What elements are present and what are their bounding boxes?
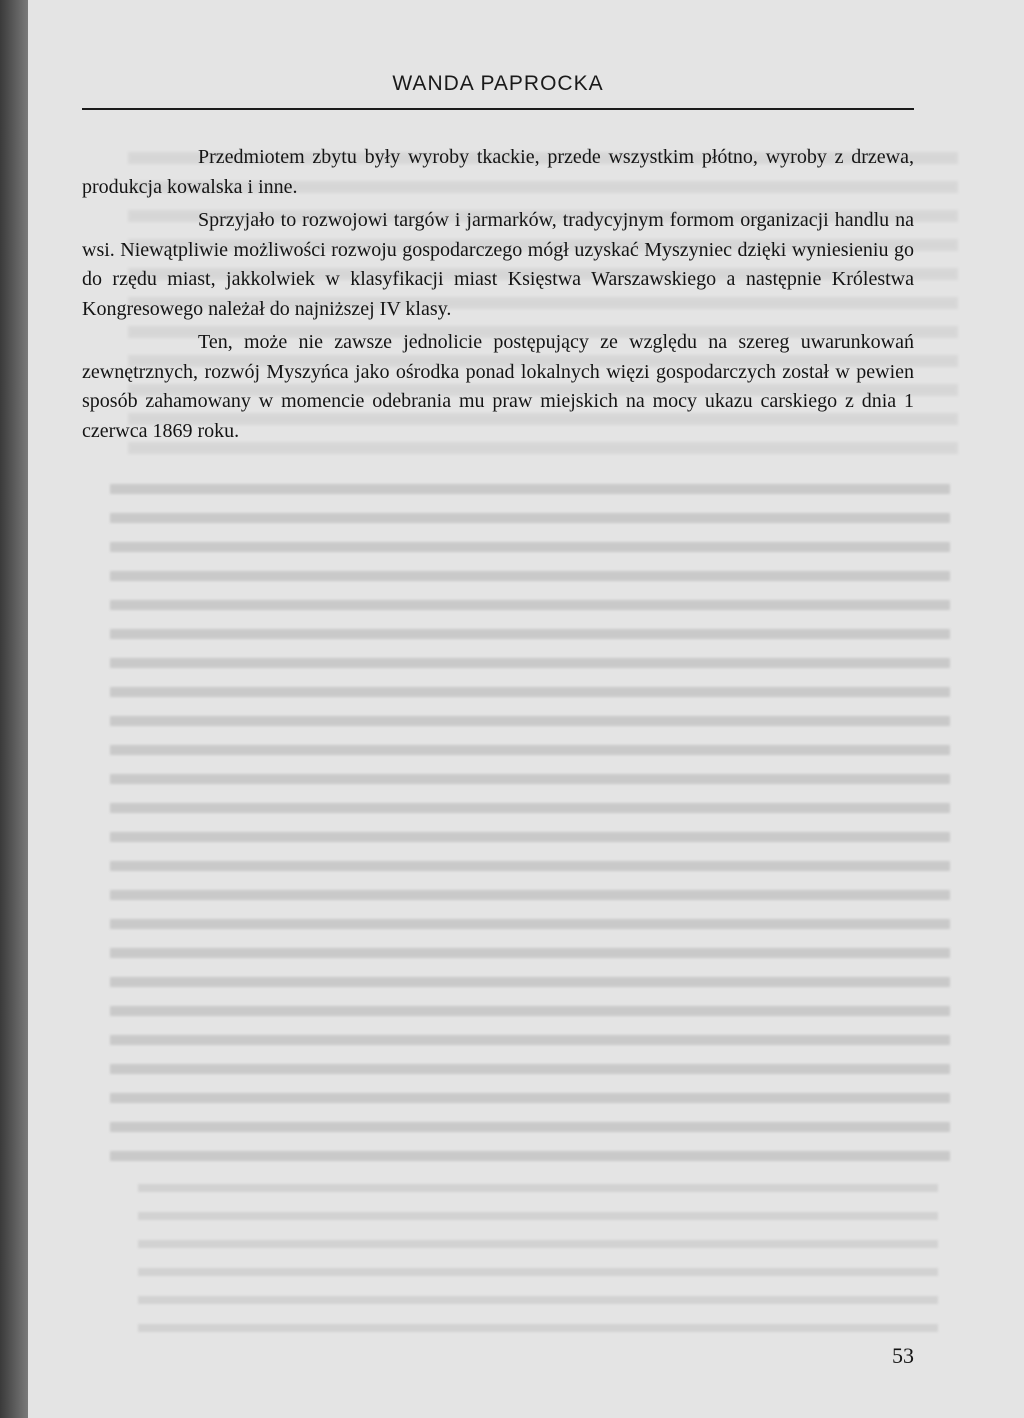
paragraph-2: Sprzyjało to rozwojowi targów i jarmarków, tradycyjnym formom organizacji handlu na wsi. Niewątpliwie możliwości rozwoju gospodarczego mógł uzyskać Myszyniec dzięki wyniesieniu go do rzędu miast, jakkolwiek w klasyfikacji miast Księstwa Warszawskiego a następnie Królestwa Kongresowego należał do najniższej IV klasy. [82,209,914,320]
body-text [82,143,914,450]
header-rule [82,108,914,110]
page-binding-edge [0,0,28,1418]
paragraph-3: Ten, może nie zawsze jednolicie postępujący ze względu na szereg uwarunkowań zewnętrznych, rozwój Myszyńca jako ośrodka ponad lokalnych więzi gospodarczych został w pewien sposób zahamowany w momencie odebrania mu praw miejskich na mocy ukazu carskiego z dnia 1 czerwca 1869 roku. [82,331,914,442]
show-through-footnotes [138,1170,938,1340]
show-through-texture [110,470,950,1170]
page-number: 53 [892,1343,914,1368]
running-header: WANDA PAPROCKA [392,72,604,95]
paragraph-1: Przedmiotem zbytu były wyroby tkackie, przede wszystkim płótno, wyroby z drzewa, produkcja kowalska i inne. [82,146,914,198]
